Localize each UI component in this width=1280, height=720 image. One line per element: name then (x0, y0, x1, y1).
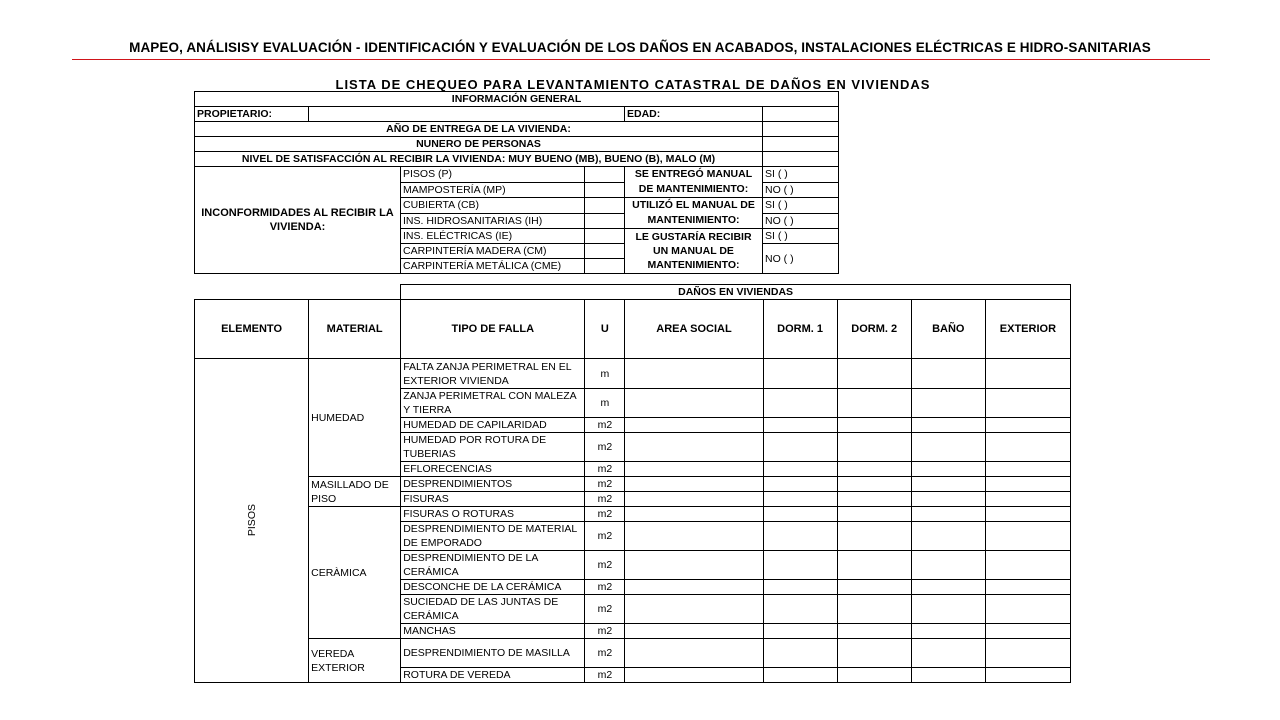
cell-exterior[interactable] (985, 418, 1070, 433)
cell-social[interactable] (625, 580, 763, 595)
q3-yes[interactable]: SI ( ) (763, 229, 839, 244)
question-manual-wanted: LE GUSTARÍA RECIBIR UN MANUAL DE MANTENIMIENTO: (625, 229, 763, 274)
col-dorm-2: DORM. 2 (837, 300, 911, 359)
cell-social[interactable] (625, 389, 763, 418)
cell-dorm2[interactable] (837, 433, 911, 462)
cell-dorm2[interactable] (837, 477, 911, 492)
col-dorm-1: DORM. 1 (763, 300, 837, 359)
q2-yes[interactable]: SI ( ) (763, 198, 839, 214)
page-header-title: MAPEO, ANÁLISISY EVALUACIÓN - IDENTIFICACIÓN Y EVALUACIÓN DE LOS DAÑOS EN ACABADOS, INSTALACIONES ELÉCTRICAS E HIDRO-SANITARIAS (129, 40, 1151, 55)
cell-dorm1[interactable] (763, 551, 837, 580)
unit-cell: m2 (585, 639, 625, 668)
age-field[interactable] (763, 107, 839, 122)
persons-label: NUNERO DE PERSONAS (195, 137, 763, 152)
unit-cell: m2 (585, 462, 625, 477)
item-cubierta: CUBIERTA (CB) (401, 198, 585, 214)
unit-cell: m2 (585, 507, 625, 522)
cell-social[interactable] (625, 507, 763, 522)
failure-row: DESPRENDIMIENTO DE MASILLA (401, 639, 585, 668)
cell-exterior[interactable] (985, 668, 1070, 683)
cell-social[interactable] (625, 359, 763, 389)
cell-social[interactable] (625, 492, 763, 507)
cell-dorm2[interactable] (837, 639, 911, 668)
cell-bath[interactable] (911, 477, 985, 492)
unit-cell: m2 (585, 418, 625, 433)
cell-dorm1[interactable] (763, 359, 837, 389)
item-mamposteria: MAMPOSTERÍA (MP) (401, 182, 585, 198)
failure-row: HUMEDAD POR ROTURA DE TUBERIAS (401, 433, 585, 462)
cell-dorm1[interactable] (763, 580, 837, 595)
cell-exterior[interactable] (985, 433, 1070, 462)
material-humedad: HUMEDAD (309, 359, 401, 477)
cell-dorm1[interactable] (763, 624, 837, 639)
cell-dorm2[interactable] (837, 359, 911, 389)
cell-social[interactable] (625, 595, 763, 624)
cell-bath[interactable] (911, 551, 985, 580)
cell-exterior[interactable] (985, 580, 1070, 595)
cell-bath[interactable] (911, 492, 985, 507)
cell-bath[interactable] (911, 639, 985, 668)
failure-row: SUCIEDAD DE LAS JUNTAS DE CERÁMICA (401, 595, 585, 624)
cell-dorm1[interactable] (763, 595, 837, 624)
satisfaction-label: NIVEL DE SATISFACCIÓN AL RECIBIR LA VIVIENDA: MUY BUENO (MB), BUENO (B), MALO (M) (195, 152, 763, 167)
failure-row: DESPRENDIMIENTO DE MATERIAL DE EMPORADO (401, 522, 585, 551)
failure-row: FISURAS (401, 492, 585, 507)
owner-field[interactable] (309, 107, 625, 122)
col-bath: BAÑO (911, 300, 985, 359)
cell-dorm1[interactable] (763, 462, 837, 477)
cell-exterior[interactable] (985, 507, 1070, 522)
nonconformities-label: INCONFORMIDADES AL RECIBIR LA VIVIENDA: (195, 167, 401, 274)
col-failure: TIPO DE FALLA (401, 300, 585, 359)
col-material: MATERIAL (309, 300, 401, 359)
question-manual-delivered: SE ENTREGÓ MANUAL DE MANTENIMIENTO: (625, 167, 763, 198)
element-cell (195, 359, 309, 683)
cell-exterior[interactable] (985, 522, 1070, 551)
cell-bath[interactable] (911, 433, 985, 462)
unit-cell: m2 (585, 477, 625, 492)
q1-yes[interactable]: SI ( ) (763, 167, 839, 183)
unit-cell: m2 (585, 668, 625, 683)
col-unit: U (585, 300, 625, 359)
checklist-title: LISTA DE CHEQUEO PARA LEVANTAMIENTO CATASTRAL DE DAÑOS EN VIVIENDAS (335, 77, 931, 92)
cell-dorm2[interactable] (837, 580, 911, 595)
cell-social[interactable] (625, 462, 763, 477)
cell-dorm1[interactable] (763, 522, 837, 551)
cell-dorm2[interactable] (837, 418, 911, 433)
unit-cell: m2 (585, 433, 625, 462)
blank-corner (195, 285, 401, 300)
cell-dorm2[interactable] (837, 522, 911, 551)
cell-dorm2[interactable] (837, 507, 911, 522)
cell-exterior[interactable] (985, 389, 1070, 418)
damages-table (194, 284, 1071, 683)
failure-row: HUMEDAD DE CAPILARIDAD (401, 418, 585, 433)
cell-exterior[interactable] (985, 462, 1070, 477)
cell-exterior[interactable] (985, 595, 1070, 624)
item-electricas-check[interactable] (585, 229, 625, 244)
cell-dorm1[interactable] (763, 507, 837, 522)
unit-cell: m (585, 389, 625, 418)
q2-no[interactable]: NO ( ) (763, 213, 839, 229)
col-element: ELEMENTO (195, 300, 309, 359)
cell-dorm2[interactable] (837, 595, 911, 624)
failure-row: ZANJA PERIMETRAL CON MALEZA Y TIERRA (401, 389, 585, 418)
cell-social[interactable] (625, 418, 763, 433)
material-ceramica: CERÀMICA (309, 507, 401, 639)
general-heading: INFORMACIÓN GENERAL (195, 92, 839, 107)
item-electricas: INS. ELÉCTRICAS (IE) (401, 229, 585, 244)
cell-bath[interactable] (911, 462, 985, 477)
general-info-table (194, 91, 839, 274)
col-social-area: AREA SOCIAL (625, 300, 763, 359)
cell-bath[interactable] (911, 389, 985, 418)
unit-cell: m2 (585, 624, 625, 639)
delivery-year-field[interactable] (763, 122, 839, 137)
item-cubierta-check[interactable] (585, 198, 625, 214)
cell-bath[interactable] (911, 418, 985, 433)
cell-bath[interactable] (911, 507, 985, 522)
cell-bath[interactable] (911, 595, 985, 624)
cell-bath[interactable] (911, 580, 985, 595)
cell-dorm2[interactable] (837, 389, 911, 418)
cell-dorm1[interactable] (763, 668, 837, 683)
failure-row: FALTA ZANJA PERIMETRAL EN EL EXTERIOR VIVIENDA (401, 359, 585, 389)
unit-cell: m2 (585, 595, 625, 624)
failure-row: EFLORECENCIAS (401, 462, 585, 477)
question-manual-used: UTILIZÓ EL MANUAL DE MANTENIMIENTO: (625, 198, 763, 229)
cell-social[interactable] (625, 522, 763, 551)
cell-bath[interactable] (911, 522, 985, 551)
cell-exterior[interactable] (985, 477, 1070, 492)
unit-cell: m (585, 359, 625, 389)
failure-row: ROTURA DE VEREDA (401, 668, 585, 683)
cell-exterior[interactable] (985, 359, 1070, 389)
persons-field[interactable] (763, 137, 839, 152)
failure-row: DESCONCHE DE LA CERÁMICA (401, 580, 585, 595)
failure-row: MANCHAS (401, 624, 585, 639)
cell-exterior[interactable] (985, 551, 1070, 580)
q1-no[interactable]: NO ( ) (763, 182, 839, 198)
cell-social[interactable] (625, 639, 763, 668)
material-masillado: MASILLADO DE PISO (309, 477, 401, 507)
item-hidrosanitarias-check[interactable] (585, 213, 625, 229)
item-carpinteria-madera: CARPINTERÍA MADERA (CM) (401, 244, 585, 259)
cell-bath[interactable] (911, 624, 985, 639)
cell-exterior[interactable] (985, 624, 1070, 639)
failure-row: DESPRENDIMIENTO DE LA CERÁMICA (401, 551, 585, 580)
unit-cell: m2 (585, 492, 625, 507)
cell-social[interactable] (625, 668, 763, 683)
cell-exterior[interactable] (985, 492, 1070, 507)
cell-exterior[interactable] (985, 639, 1070, 668)
delivery-year-label: AÑO DE ENTREGA DE LA VIVIENDA: (195, 122, 763, 137)
item-pisos-check[interactable] (585, 167, 625, 183)
cell-social[interactable] (625, 433, 763, 462)
cell-dorm1[interactable] (763, 639, 837, 668)
q3-no[interactable]: NO ( ) (763, 244, 839, 274)
unit-cell: m2 (585, 522, 625, 551)
cell-dorm1[interactable] (763, 477, 837, 492)
satisfaction-field[interactable] (763, 152, 839, 167)
cell-bath[interactable] (911, 359, 985, 389)
col-exterior: EXTERIOR (985, 300, 1070, 359)
cell-dorm1[interactable] (763, 418, 837, 433)
cell-social[interactable] (625, 624, 763, 639)
item-carpinteria-madera-check[interactable] (585, 244, 625, 259)
cell-dorm2[interactable] (837, 551, 911, 580)
age-label: EDAD: (625, 107, 763, 122)
cell-dorm2[interactable] (837, 624, 911, 639)
cell-social[interactable] (625, 551, 763, 580)
item-carpinteria-metalica-check[interactable] (585, 259, 625, 274)
cell-dorm1[interactable] (763, 433, 837, 462)
item-carpinteria-metalica: CARPINTERÍA METÁLICA (CME) (401, 259, 585, 274)
cell-dorm1[interactable] (763, 492, 837, 507)
header-divider (72, 59, 1210, 60)
failure-row: DESPRENDIMIENTOS (401, 477, 585, 492)
cell-dorm2[interactable] (837, 462, 911, 477)
item-pisos: PISOS (P) (401, 167, 585, 183)
cell-social[interactable] (625, 477, 763, 492)
damages-heading: DAÑOS EN VIVIENDAS (401, 285, 1071, 300)
cell-dorm1[interactable] (763, 389, 837, 418)
material-vereda: VEREDA EXTERIOR (309, 639, 401, 683)
cell-bath[interactable] (911, 668, 985, 683)
owner-label: PROPIETARIO: (195, 107, 309, 122)
cell-dorm2[interactable] (837, 668, 911, 683)
failure-row: FISURAS O ROTURAS (401, 507, 585, 522)
cell-dorm2[interactable] (837, 492, 911, 507)
item-hidrosanitarias: INS. HIDROSANITARIAS (IH) (401, 213, 585, 229)
unit-cell: m2 (585, 580, 625, 595)
unit-cell: m2 (585, 551, 625, 580)
item-mamposteria-check[interactable] (585, 182, 625, 198)
element-pisos: PISOS (245, 504, 258, 537)
